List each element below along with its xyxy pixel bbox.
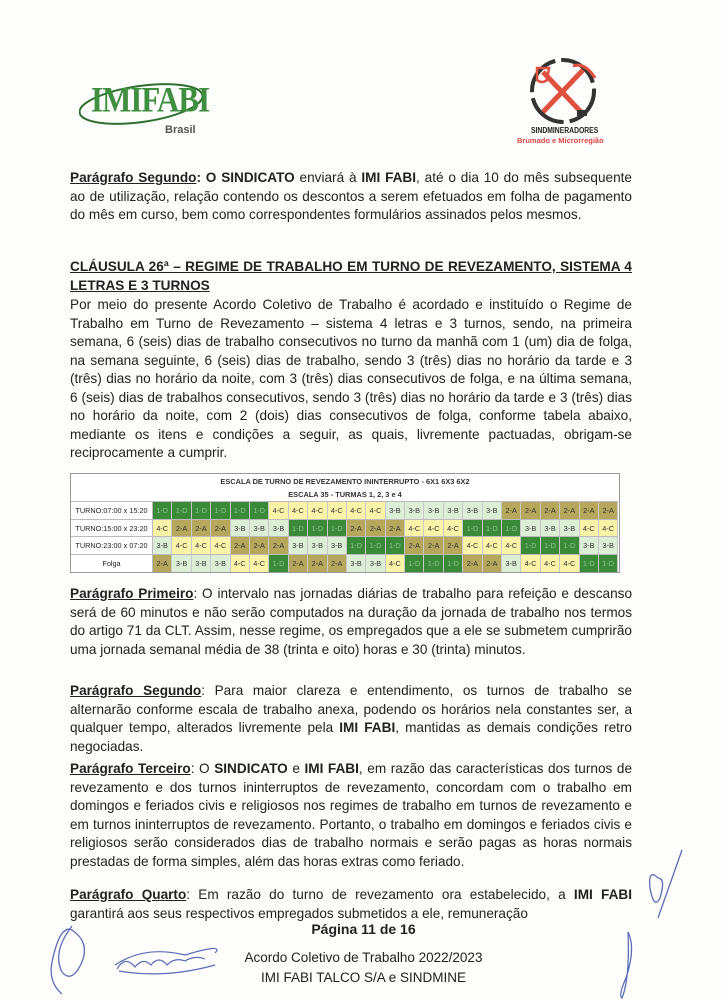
schedule-cell: 3-B	[405, 502, 424, 519]
schedule-cell: 3-B	[328, 537, 347, 554]
schedule-cell: 4-C	[172, 537, 191, 554]
schedule-cell: 3-B	[153, 537, 172, 554]
schedule-cell: 3-B	[424, 502, 443, 519]
schedule-cell: 4-C	[463, 537, 482, 554]
schedule-cell: 1-D	[483, 520, 502, 537]
signature-middle-icon	[105, 935, 245, 985]
schedule-cell: 4-C	[560, 555, 579, 572]
paragraph-quarto	[70, 886, 632, 923]
schedule-cell: 3-B	[366, 555, 385, 572]
schedule-cell: 1-D	[502, 520, 521, 537]
schedule-cell: 4-C	[250, 555, 269, 572]
schedule-cell: 2-A	[328, 555, 347, 572]
schedule-cell: 1-D	[289, 520, 308, 537]
schedule-cell: 2-A	[521, 502, 540, 519]
bold-term: IMI FABI	[304, 761, 359, 776]
schedule-cell: 4-C	[444, 520, 463, 537]
paragraph-segundo	[70, 682, 632, 756]
schedule-cell: 2-A	[541, 502, 560, 519]
schedule-cell: 3-B	[463, 502, 482, 519]
schedule-cell: 2-A	[444, 537, 463, 554]
schedule-cell: 2-A	[192, 520, 211, 537]
page-number: Página 11 de 16	[311, 921, 416, 937]
schedule-cell: 4-C	[366, 502, 385, 519]
schedule-cell: 1-D	[172, 502, 191, 519]
schedule-cell: 4-C	[231, 555, 250, 572]
table-subtitle: ESCALA 35 - TURMAS 1, 2, 3 e 4	[288, 490, 402, 499]
schedule-cell: 3-B	[250, 520, 269, 537]
schedule-cell: 1-D	[599, 555, 618, 572]
schedule-cell: 1-D	[308, 520, 327, 537]
schedule-table	[70, 473, 620, 573]
paragraph-text: : Em razão do turno de revezamento ora estabelecido, a	[186, 887, 574, 902]
schedule-cell: 2-A	[153, 555, 172, 572]
schedule-cell: 4-C	[483, 537, 502, 554]
paragraph-text: , mantidas as demais condições retro negociadas.	[70, 720, 632, 754]
schedule-cell: 1-D	[211, 502, 230, 519]
paragraph-text: e	[287, 761, 305, 776]
schedule-cell: 1-D	[580, 555, 599, 572]
footer-parties: IMI FABI TALCO S/A e SINDMINE	[260, 970, 467, 985]
clause-title	[70, 258, 632, 295]
signature-right-top-icon	[640, 848, 690, 928]
schedule-cell: 4-C	[308, 502, 327, 519]
row-label: TURNO:15:00 x 23:20	[71, 520, 153, 537]
schedule-cell: 3-B	[560, 520, 579, 537]
schedule-cell: 4-C	[405, 520, 424, 537]
schedule-cell: 2-A	[211, 520, 230, 537]
imifabi-logo-text: IMIFABI	[91, 79, 210, 120]
imifabi-logo	[85, 70, 210, 140]
signature-right-bottom-icon	[612, 928, 642, 1000]
paragraph-text: : O intervalo nas jornadas diárias de trabalho para refeição e descanso será de 60 minutos e não serão computados na duração da jornada de trabalho nos termos do artigo 71 da CLT. Assim, nesse regime, os empregados que a ele se submetem cumprirão uma jornada semanal média de 38 (trinta e oito) horas e 30 (trinta) minutos.	[70, 586, 633, 657]
paragraph-text: , até o dia 10 do mês subsequente ao de utilização, relação contendo os descontos a serem efetuados em folha de pagamento do mês em curso, bem como correspondentes formulários assinados pelos mesmos.	[70, 170, 632, 222]
paragraph-label: Parágrafo Segundo	[70, 170, 197, 185]
schedule-cell: 1-D	[366, 537, 385, 554]
paragraph-text: : O	[190, 761, 215, 776]
footer-agreement: Acordo Coletivo de Trabalho 2022/2023	[244, 950, 483, 965]
sindmineradores-logo	[517, 58, 625, 148]
paragraph-label: Parágrafo Quarto	[70, 887, 187, 902]
row-label: TURNO:23:00 x 07:20	[71, 537, 153, 554]
imifabi-logo-subtitle: Brasil	[165, 124, 196, 136]
schedule-cell: 3-B	[308, 537, 327, 554]
schedule-cell: 3-B	[231, 520, 250, 537]
schedule-cell: 2-A	[599, 502, 618, 519]
schedule-cell: 3-B	[172, 555, 191, 572]
bold-term: IMI FABI	[339, 720, 396, 735]
schedule-cell: 4-C	[153, 520, 172, 537]
schedule-cell: 1-D	[347, 537, 366, 554]
schedule-cell: 3-B	[269, 520, 288, 537]
schedule-cell: 2-A	[502, 502, 521, 519]
schedule-cell: 3-B	[599, 537, 618, 554]
schedule-cell: 2-A	[560, 502, 579, 519]
schedule-cell: 1-D	[192, 502, 211, 519]
schedule-cell: 2-A	[308, 555, 327, 572]
paragraph-label: Parágrafo Terceiro	[70, 761, 191, 776]
schedule-cell: 4-C	[599, 520, 618, 537]
clause-intro: Por meio do presente Acordo Coletivo de Trabalho é acordado e instituído o Regime de Trabalho em Turno de Revezamento – sistema 4 letras e 3 turnos, sendo, na primeira semana, 6 (seis) dias de trabalho consecutivos no turno da manhã com 1 (um) dia de folga, na semana seguinte, 6 (seis) dias de trabalho, sendo 3 (três) dias no horário da tarde e 3 (três) dias no horário da noite, com 3 (três) dias consecutivos de folga, e na última semana, 6 (seis) dias de trabalhos consecutivos, sendo 3 (três) dias no horário da tarde e 3 (três) dias no horário da noite, com 2 (dois) dias consecutivos de folga, conforme tabela abaixo, mediante os itens e condições a seguir, as quais, livremente pactuadas, obrigam-se reciprocamente a cumprir.	[70, 297, 632, 460]
schedule-cell: 2-A	[231, 537, 250, 554]
schedule-cell: 1-D	[424, 555, 443, 572]
schedule-cell: 3-B	[289, 537, 308, 554]
crossed-tools-icon	[525, 58, 625, 128]
schedule-cell: 3-B	[211, 555, 230, 572]
table-row	[71, 519, 618, 537]
paragraph-label: Parágrafo Segundo	[70, 683, 202, 698]
schedule-cell: 4-C	[424, 520, 443, 537]
schedule-cell: 2-A	[289, 555, 308, 572]
bold-term: IMI FABI	[573, 887, 632, 902]
schedule-cell: 2-A	[366, 520, 385, 537]
table-row	[71, 501, 618, 519]
schedule-cell: 1-D	[269, 555, 288, 572]
schedule-cell: 1-D	[405, 555, 424, 572]
bold-term: SINDICATO	[221, 170, 295, 185]
table-title: ESCALA DE TURNO DE REVEZAMENTO ININTERRUPTO - 6X1 6X3 6X2	[220, 477, 470, 486]
paragraph-text: enviará à	[294, 170, 362, 185]
clause-title-text: CLÁUSULA 26ª – REGIME DE TRABALHO EM TURNO DE REVEZAMENTO, SISTEMA 4 LETRAS E 3 TURNOS	[70, 259, 632, 293]
schedule-cell: 2-A	[269, 537, 288, 554]
schedule-cell: 4-C	[211, 537, 230, 554]
schedule-cell: 3-B	[347, 555, 366, 572]
schedule-cell: 4-C	[521, 555, 540, 572]
schedule-cell: 1-D	[541, 537, 560, 554]
schedule-cell: 2-A	[463, 555, 482, 572]
schedule-cell: 1-D	[250, 502, 269, 519]
schedule-cell: 4-C	[347, 502, 366, 519]
schedule-cell: 1-D	[386, 537, 405, 554]
row-label: TURNO:07:00 x 15:20	[71, 502, 153, 519]
schedule-cell: 2-A	[483, 555, 502, 572]
bold-term: SINDICATO	[214, 761, 288, 776]
schedule-cell: 3-B	[444, 502, 463, 519]
schedule-cell: 4-C	[541, 555, 560, 572]
paragraph-segundo-previous	[70, 169, 632, 225]
sindmineradores-region: Brumado e Microrregião	[517, 136, 604, 145]
table-row	[71, 536, 618, 554]
schedule-cell: 2-A	[172, 520, 191, 537]
signature-left-icon	[42, 922, 112, 997]
schedule-cell: 3-B	[483, 502, 502, 519]
schedule-cell: 2-A	[250, 537, 269, 554]
paragraph-text: : O	[196, 170, 222, 185]
schedule-cell: 3-B	[192, 555, 211, 572]
schedule-cell: 2-A	[405, 537, 424, 554]
schedule-cell: 4-C	[328, 502, 347, 519]
paragraph-text: : Para maior clareza e entendimento, os turnos de trabalho se alternarão conforme escala de trabalho anexa, podendo os horários nela constantes ser, a qualquer tempo, alterados livremente pela	[70, 683, 632, 735]
schedule-cell: 4-C	[269, 502, 288, 519]
schedule-cell: 2-A	[580, 502, 599, 519]
schedule-cell: 1-D	[521, 537, 540, 554]
schedule-cell: 2-A	[347, 520, 366, 537]
schedule-cell: 1-D	[444, 555, 463, 572]
schedule-cell: 3-B	[541, 520, 560, 537]
schedule-cell: 4-C	[502, 537, 521, 554]
schedule-cell: 1-D	[328, 520, 347, 537]
schedule-cell: 3-B	[521, 520, 540, 537]
paragraph-primeiro	[70, 585, 632, 659]
schedule-cell: 4-C	[289, 502, 308, 519]
schedule-cell: 4-C	[192, 537, 211, 554]
sindmineradores-name: SINDMINERADORES	[531, 126, 599, 135]
schedule-cell: 3-B	[502, 555, 521, 572]
schedule-cell: 3-B	[580, 537, 599, 554]
row-label: Folga	[71, 555, 153, 572]
paragraph-text: , em razão das características dos turnos de revezamento e dos turnos ininterruptos de revezamento, concordam com o trabalho em domingos e feriados civis e religiosos nos regimes de trabalho em turnos de revezamento e em turnos ininterruptos de revezamento. Portanto, o trabalho em domingos e feriados civis e religiosos serão considerados dias de trabalho normais e serão pagas as horas normais prestadas de forma simples, além das horas extras como feriado.	[70, 761, 633, 869]
paragraph-label: Parágrafo Primeiro	[70, 586, 194, 601]
schedule-cell: 1-D	[231, 502, 250, 519]
schedule-cell: 1-D	[153, 502, 172, 519]
table-row	[71, 554, 618, 572]
schedule-cell: 2-A	[424, 537, 443, 554]
schedule-cell: 4-C	[386, 555, 405, 572]
paragraph-terceiro	[70, 760, 632, 871]
paragraph-text: garantirá aos seus respectivos empregados submetidos a ele, remuneração	[70, 905, 528, 921]
schedule-cell: 3-B	[386, 502, 405, 519]
schedule-cell: 1-D	[463, 520, 482, 537]
schedule-cell: 1-D	[560, 537, 579, 554]
schedule-cell: 2-A	[386, 520, 405, 537]
schedule-cell: 4-C	[580, 520, 599, 537]
bold-term: IMI FABI	[361, 170, 417, 185]
